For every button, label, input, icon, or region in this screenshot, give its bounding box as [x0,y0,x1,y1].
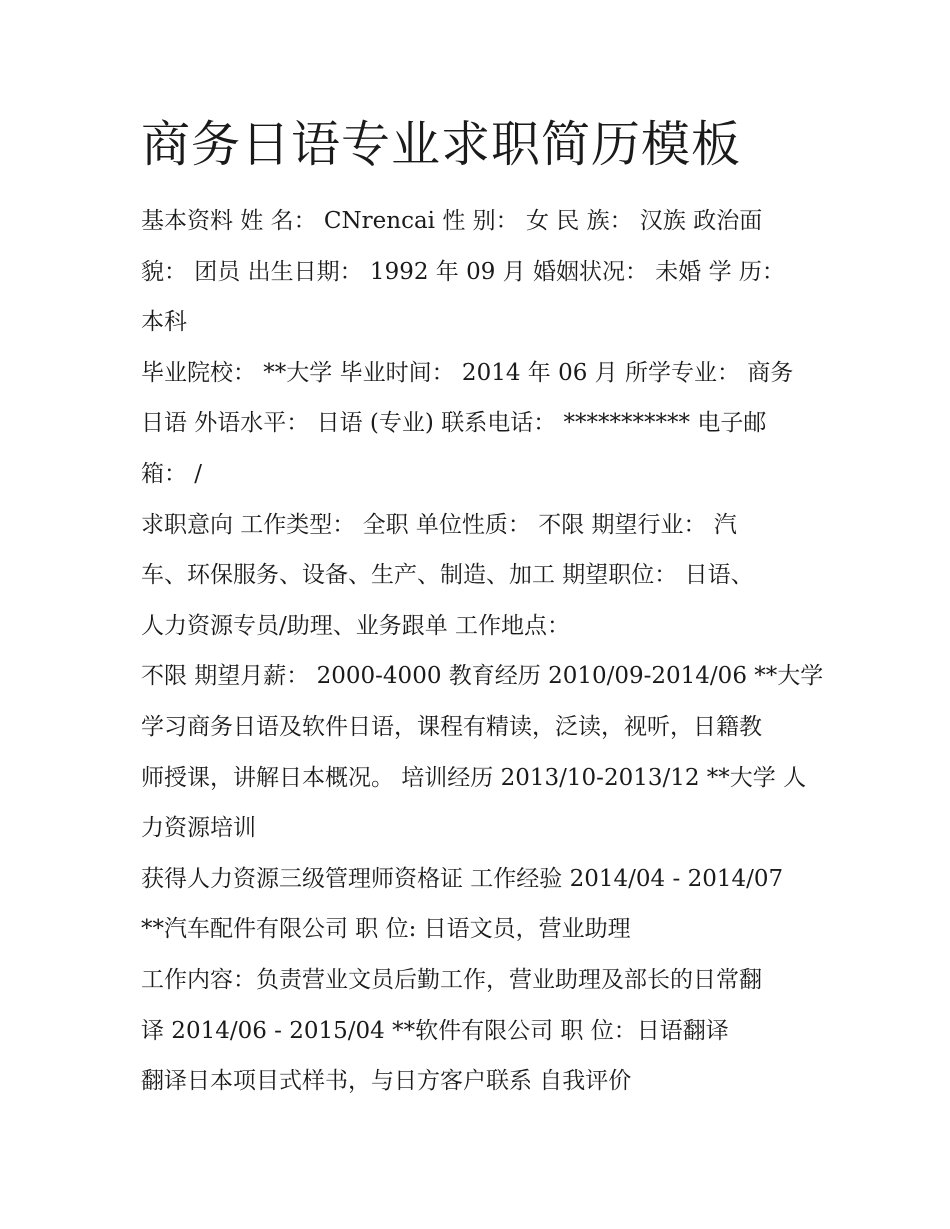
text-line: 日语 外语水平： 日语 (专业) 联系电话： *********** 电子邮 [141,410,767,437]
text-line: 箱： / [141,460,203,487]
text-line: 人力资源专员/助理、业务跟单 工作地点： [141,612,571,639]
text-line: 翻译日本项目式样书，与日方客户联系 自我评价 [141,1068,632,1095]
text-line: 师授课，讲解日本概况。 培训经历 2013/10-2013/12 **大学 人 [141,764,807,791]
text-line: 车、环保服务、设备、生产、制造、加工 期望职位： 日语、 [141,562,754,589]
text-line: 学习商务日语及软件日语，课程有精读，泛读，视听，日籍教 [141,713,762,740]
text-line: 本科 [141,309,187,336]
text-line: 获得人力资源三级管理师资格证 工作经验 2014/04 - 2014/07 [141,865,784,892]
text-line: 力资源培训 [141,815,256,842]
text-line: 毕业院校： **大学 毕业时间： 2014 年 06 月 所学专业： 商务 [141,359,794,386]
text-line: 貌： 团员 出生日期： 1992 年 09 月 婚姻状况： 未婚 学 历： [141,258,785,285]
text-line: 求职意向 工作类型： 全职 单位性质： 不限 期望行业： 汽 [141,511,737,538]
text-line: 译 2014/06 - 2015/04 **软件有限公司 职 位：日语翻译 [141,1017,729,1044]
text-line: 工作内容：负责营业文员后勤工作，营业助理及部长的日常翻 [141,966,762,993]
text-line: 不限 期望月薪： 2000-4000 教育经历 2010/09-2014/06 **大学 [141,663,824,690]
document-body [141,196,831,1107]
text-line: **汽车配件有限公司 职 位: 日语文员，营业助理 [141,916,631,943]
document-title: 商务日语专业求职简历模板 [141,116,742,173]
text-line: 基本资料 姓 名： CNrencai 性 别： 女 民 族： 汉族 政治面 [141,208,763,234]
